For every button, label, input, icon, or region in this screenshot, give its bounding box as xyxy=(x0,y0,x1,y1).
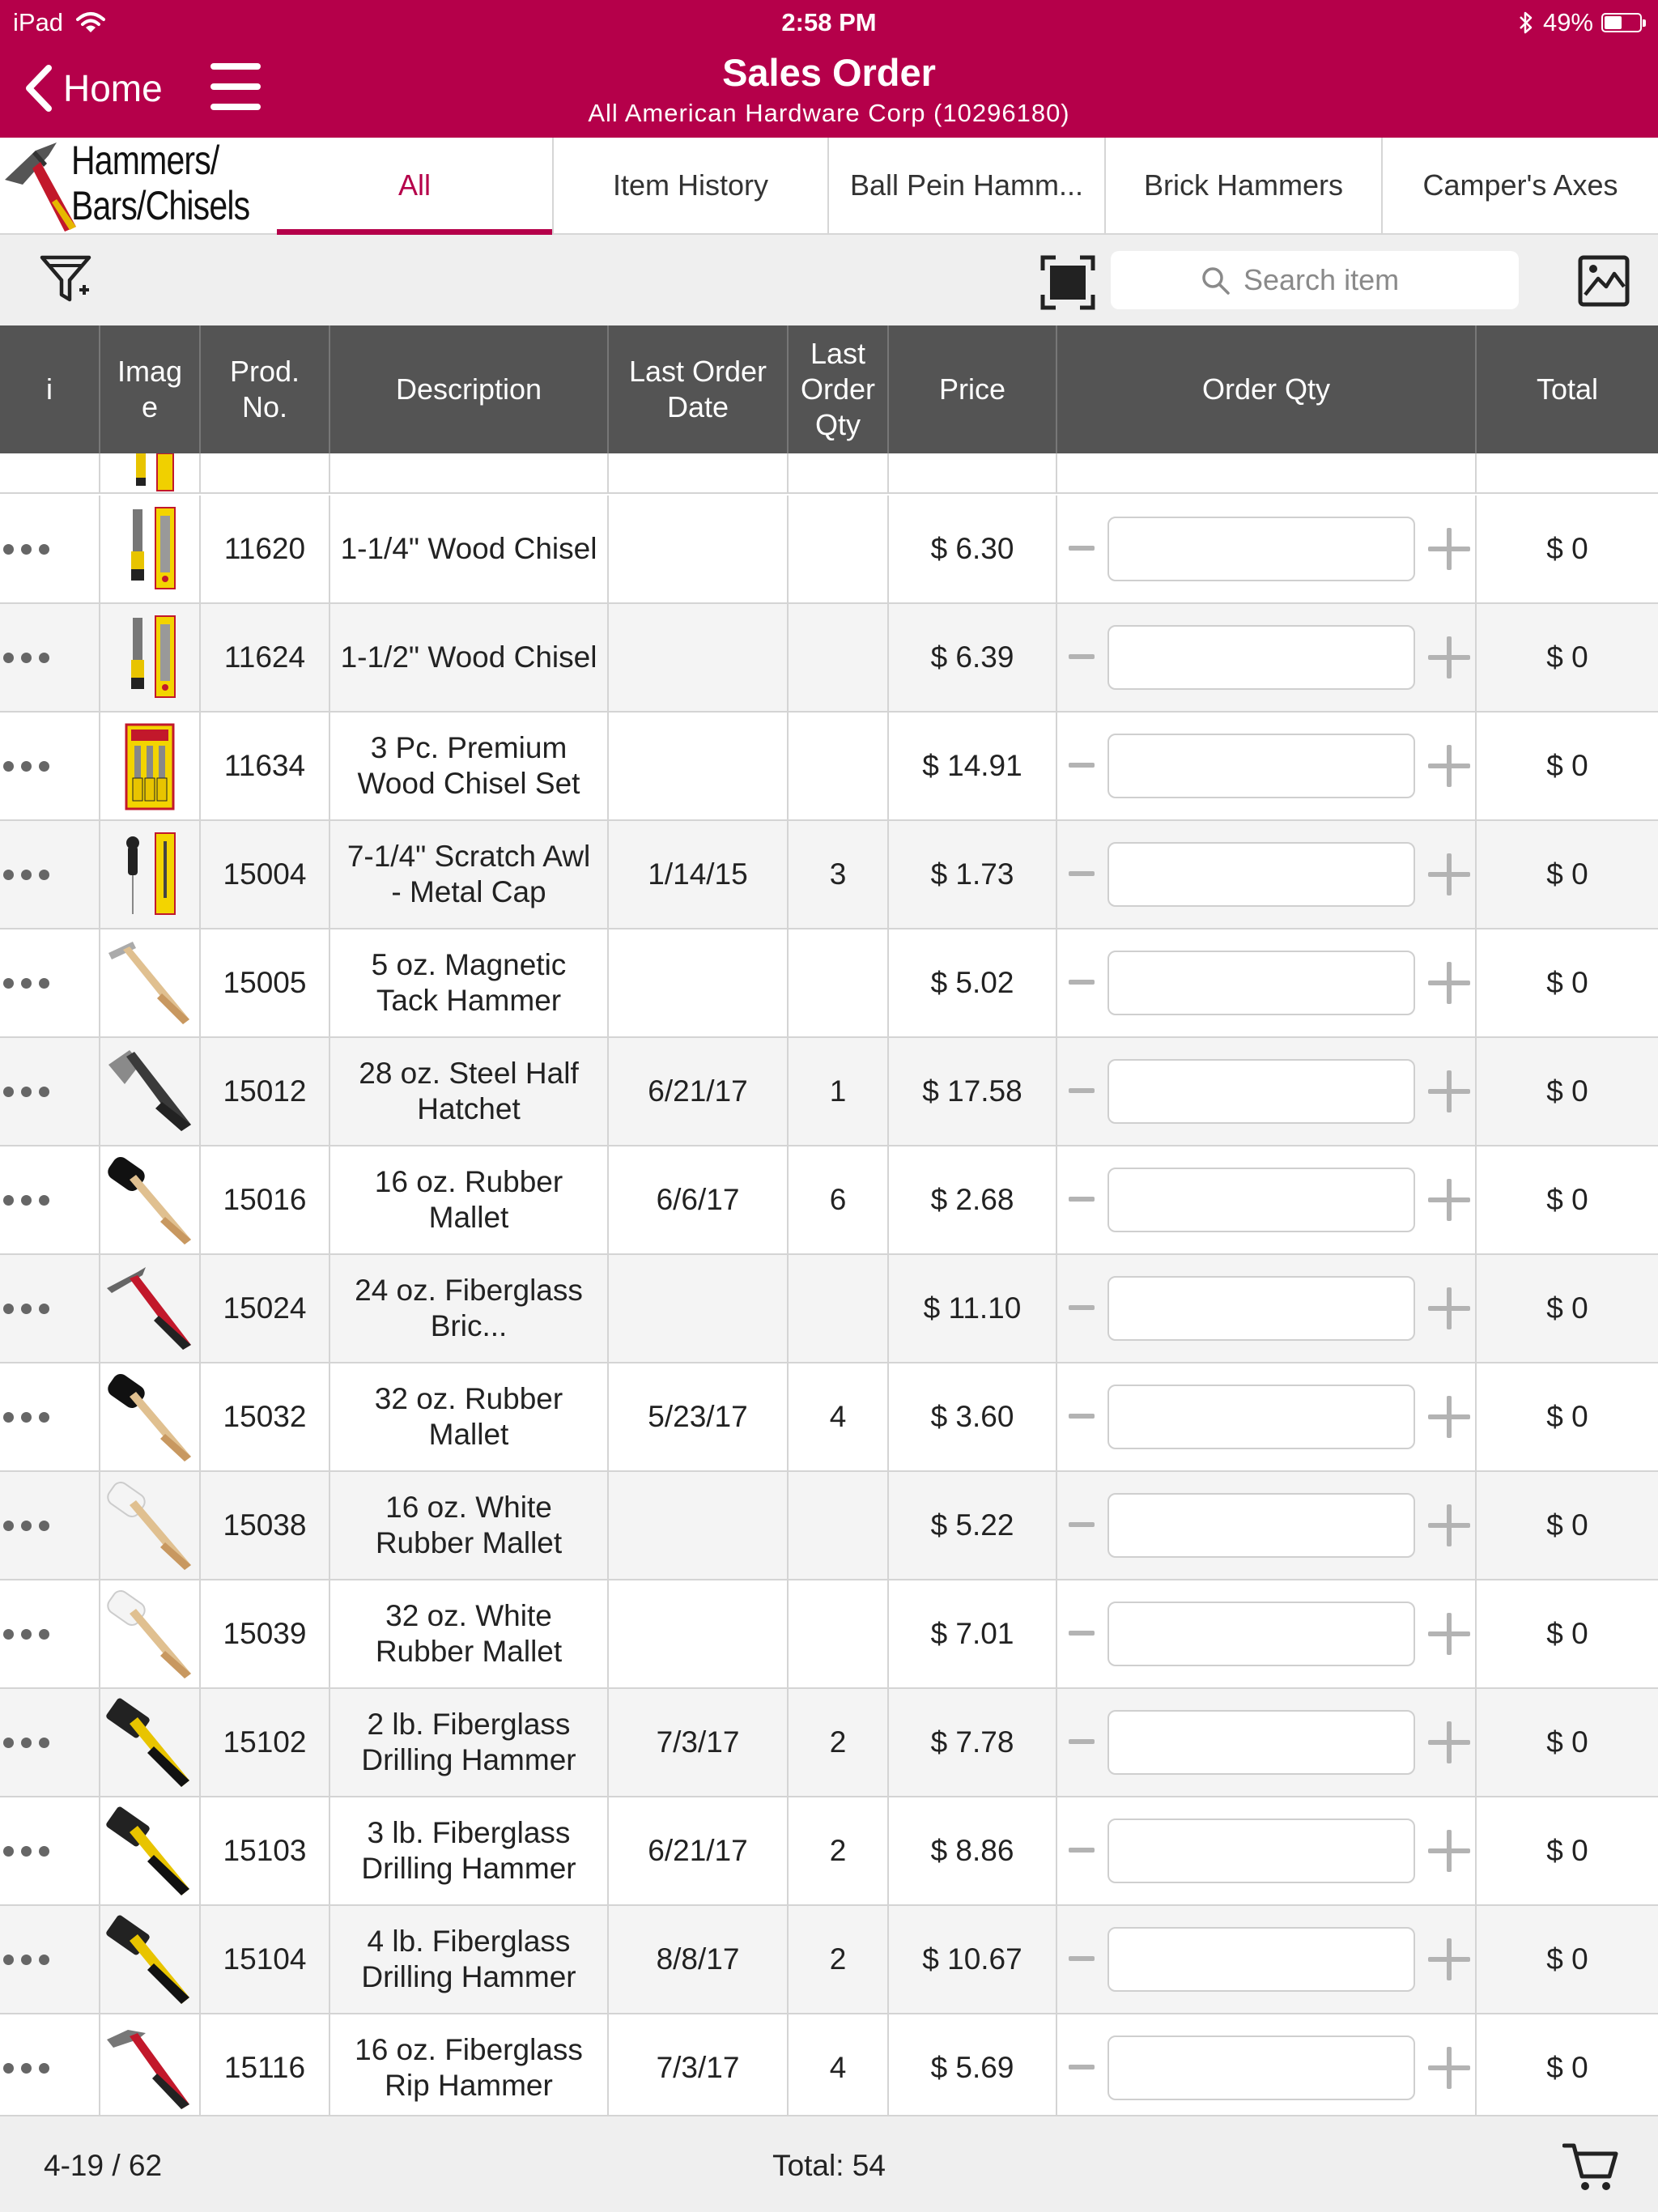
decrement-button[interactable] xyxy=(1069,1197,1095,1202)
order-qty-input[interactable] xyxy=(1107,1927,1415,1992)
last-order-date: 1/14/15 xyxy=(609,821,789,928)
decrement-button[interactable] xyxy=(1069,763,1095,768)
more-dots-icon[interactable] xyxy=(3,1087,49,1097)
product-image[interactable] xyxy=(100,1580,201,1687)
last-order-qty xyxy=(789,496,889,602)
last-order-date xyxy=(609,1580,789,1687)
increment-button[interactable] xyxy=(1428,1287,1470,1329)
increment-button[interactable] xyxy=(1428,1938,1470,1980)
last-order-qty: 2 xyxy=(789,1906,889,2013)
table-row[interactable] xyxy=(0,1363,1658,1472)
filter-icon[interactable] xyxy=(37,251,94,308)
row-info-button[interactable] xyxy=(0,1580,100,1687)
price: $ 6.30 xyxy=(889,496,1057,602)
product-image[interactable] xyxy=(100,1797,201,1904)
line-total: $ 0 xyxy=(1546,1291,1588,1325)
description: 7-1/4" Scratch Awl - Metal Cap xyxy=(330,821,609,928)
description: 32 oz. White Rubber Mallet xyxy=(330,1580,609,1687)
row-info-button[interactable] xyxy=(0,713,100,819)
row-info-button[interactable] xyxy=(0,1797,100,1904)
order-qty-input[interactable] xyxy=(1107,1819,1415,1883)
order-qty-stepper xyxy=(1057,604,1477,711)
decrement-button[interactable] xyxy=(1069,1088,1095,1093)
last-order-qty xyxy=(789,1472,889,1579)
footer-bar xyxy=(0,2115,1658,2212)
header-image: Imag e xyxy=(100,325,201,453)
table-row[interactable] xyxy=(0,496,1658,604)
order-qty-stepper xyxy=(1057,1689,1477,1796)
order-qty-input[interactable] xyxy=(1107,1276,1415,1341)
product-image[interactable] xyxy=(100,2014,201,2115)
order-qty-input[interactable] xyxy=(1107,1059,1415,1124)
chisel-set-thumbnail-icon xyxy=(105,721,194,810)
increment-button[interactable] xyxy=(1428,1613,1470,1655)
mallet-white-thumbnail-icon xyxy=(105,1481,194,1570)
increment-button[interactable] xyxy=(1428,745,1470,787)
rip-hammer-thumbnail-icon xyxy=(105,2023,194,2112)
product-image[interactable] xyxy=(100,1146,201,1253)
prod-no: 15104 xyxy=(201,1906,330,2013)
image-toggle-icon[interactable] xyxy=(1577,254,1630,308)
barcode-scan-icon[interactable] xyxy=(1039,254,1096,311)
prod-no: 15032 xyxy=(201,1363,330,1470)
increment-button[interactable] xyxy=(1428,2047,1470,2089)
line-total: $ 0 xyxy=(1546,1617,1588,1650)
table-row[interactable] xyxy=(0,2014,1658,2115)
decrement-button[interactable] xyxy=(1069,1739,1095,1744)
product-image[interactable] xyxy=(100,1255,201,1362)
hammer-icon xyxy=(0,138,81,233)
description: 28 oz. Steel Half Hatchet xyxy=(330,1038,609,1145)
row-info-button[interactable] xyxy=(0,929,100,1036)
last-order-date: 7/3/17 xyxy=(609,1689,789,1796)
increment-button[interactable] xyxy=(1428,1179,1470,1221)
more-dots-icon[interactable] xyxy=(3,2063,49,2074)
order-qty-stepper xyxy=(1057,1363,1477,1470)
last-order-date xyxy=(609,929,789,1036)
order-qty-input[interactable] xyxy=(1107,842,1415,907)
prod-no: 15012 xyxy=(201,1038,330,1145)
prod-no: 15004 xyxy=(201,821,330,928)
header-order-qty: Order Qty xyxy=(1057,325,1477,453)
last-order-qty xyxy=(789,713,889,819)
row-info-button[interactable] xyxy=(0,1255,100,1362)
back-label: Home xyxy=(63,67,163,109)
page-title: Sales Order xyxy=(722,51,936,94)
more-dots-icon[interactable] xyxy=(3,1195,49,1206)
prod-no: 15102 xyxy=(201,1689,330,1796)
row-info-button[interactable] xyxy=(0,1689,100,1796)
last-order-qty: 2 xyxy=(789,1797,889,1904)
table-row[interactable] xyxy=(0,821,1658,929)
customer-subtitle: All American Hardware Corp (10296180) xyxy=(588,99,1070,127)
table-row[interactable] xyxy=(0,1689,1658,1797)
price: $ 3.60 xyxy=(889,1363,1057,1470)
last-order-date xyxy=(609,1472,789,1579)
product-image[interactable] xyxy=(100,604,201,711)
line-total: $ 0 xyxy=(1546,1725,1588,1759)
header-info: i xyxy=(0,325,100,453)
order-qty-input[interactable] xyxy=(1107,517,1415,581)
prod-no: 15116 xyxy=(201,2014,330,2115)
order-qty-stepper xyxy=(1057,1038,1477,1145)
line-total: $ 0 xyxy=(1546,1942,1588,1976)
decrement-button[interactable] xyxy=(1069,1848,1095,1853)
order-qty-input[interactable] xyxy=(1107,1385,1415,1449)
product-image[interactable] xyxy=(100,496,201,602)
price: $ 14.91 xyxy=(889,713,1057,819)
decrement-button[interactable] xyxy=(1069,1305,1095,1310)
product-image[interactable] xyxy=(100,1689,201,1796)
order-qty-input[interactable] xyxy=(1107,2035,1415,2100)
line-total: $ 0 xyxy=(1546,2051,1588,2084)
description: 5 oz. Magnetic Tack Hammer xyxy=(330,929,609,1036)
order-qty-stepper xyxy=(1057,713,1477,819)
more-dots-icon[interactable] xyxy=(3,1738,49,1748)
row-info-button[interactable] xyxy=(0,496,100,602)
increment-button[interactable] xyxy=(1428,636,1470,678)
navigation-bar xyxy=(0,0,1658,138)
product-table[interactable] xyxy=(0,453,1658,2115)
prod-no: 15005 xyxy=(201,929,330,1036)
product-image[interactable] xyxy=(100,1038,201,1145)
tab-all[interactable]: All xyxy=(277,138,552,233)
last-order-qty xyxy=(789,604,889,711)
description: 4 lb. Fiberglass Drilling Hammer xyxy=(330,1906,609,2013)
last-order-qty: 6 xyxy=(789,1146,889,1253)
prod-no: 11620 xyxy=(201,496,330,602)
last-order-date: 6/21/17 xyxy=(609,1038,789,1145)
price: $ 7.01 xyxy=(889,1580,1057,1687)
product-image[interactable] xyxy=(100,821,201,928)
decrement-button[interactable] xyxy=(1069,546,1095,551)
table-row[interactable] xyxy=(0,1472,1658,1580)
price: $ 7.78 xyxy=(889,1689,1057,1796)
prod-no: 11624 xyxy=(201,604,330,711)
price: $ 1.73 xyxy=(889,821,1057,928)
more-dots-icon[interactable] xyxy=(3,1304,49,1314)
more-dots-icon[interactable] xyxy=(3,1629,49,1640)
table-row-partial xyxy=(0,453,1658,494)
decrement-button[interactable] xyxy=(1069,1631,1095,1636)
line-total: $ 0 xyxy=(1546,532,1588,565)
mallet-black-thumbnail-icon xyxy=(105,1155,194,1244)
more-dots-icon[interactable] xyxy=(3,870,49,880)
order-total: Total: 54 xyxy=(772,2149,886,2182)
decrement-button[interactable] xyxy=(1069,2065,1095,2069)
table-header xyxy=(0,325,1658,453)
prod-no: 15024 xyxy=(201,1255,330,1362)
description: 16 oz. Fiberglass Rip Hammer xyxy=(330,2014,609,2115)
category-tabs xyxy=(0,138,1658,235)
increment-button[interactable] xyxy=(1428,1070,1470,1112)
header-prod-no[interactable]: Prod. No. xyxy=(201,325,330,453)
last-order-date: 7/3/17 xyxy=(609,2014,789,2115)
order-qty-input[interactable] xyxy=(1107,951,1415,1015)
description: 3 Pc. Premium Wood Chisel Set xyxy=(330,713,609,819)
cart-icon[interactable] xyxy=(1562,2138,1619,2194)
price: $ 6.39 xyxy=(889,604,1057,711)
more-dots-icon[interactable] xyxy=(3,1412,49,1423)
category-name-line1: Hammers/ xyxy=(71,138,219,183)
table-row[interactable] xyxy=(0,604,1658,713)
last-order-date xyxy=(609,604,789,711)
price: $ 2.68 xyxy=(889,1146,1057,1253)
last-order-qty: 4 xyxy=(789,2014,889,2115)
search-box[interactable] xyxy=(1111,251,1519,309)
more-dots-icon[interactable] xyxy=(3,544,49,555)
order-qty-stepper xyxy=(1057,1797,1477,1904)
search-input[interactable] xyxy=(1244,263,1430,297)
last-order-qty: 4 xyxy=(789,1363,889,1470)
last-order-date xyxy=(609,496,789,602)
chisel-thumbnail-icon xyxy=(105,504,194,593)
decrement-button[interactable] xyxy=(1069,1414,1095,1419)
last-order-date: 6/6/17 xyxy=(609,1146,789,1253)
bluetooth-icon xyxy=(1517,10,1535,36)
toolbar xyxy=(0,235,1658,325)
header-price[interactable]: Price xyxy=(889,325,1057,453)
order-qty-input[interactable] xyxy=(1107,734,1415,798)
tack-hammer-thumbnail-icon xyxy=(105,938,194,1027)
product-image[interactable] xyxy=(100,713,201,819)
price: $ 17.58 xyxy=(889,1038,1057,1145)
tab-ball-pein-hammers[interactable]: Ball Pein Hamm... xyxy=(827,138,1104,233)
table-row[interactable] xyxy=(0,713,1658,821)
description: 1-1/2" Wood Chisel xyxy=(330,604,609,711)
prod-no: 15038 xyxy=(201,1472,330,1579)
search-icon xyxy=(1200,265,1231,296)
decrement-button[interactable] xyxy=(1069,654,1095,659)
device-name: iPad xyxy=(13,8,64,36)
row-info-button[interactable] xyxy=(0,1038,100,1145)
tab-brick-hammers[interactable]: Brick Hammers xyxy=(1104,138,1381,233)
price: $ 11.10 xyxy=(889,1255,1057,1362)
line-total: $ 0 xyxy=(1546,1508,1588,1542)
row-info-button[interactable] xyxy=(0,1363,100,1470)
row-info-button[interactable] xyxy=(0,1472,100,1579)
description: 16 oz. White Rubber Mallet xyxy=(330,1472,609,1579)
price: $ 10.67 xyxy=(889,1906,1057,2013)
prod-no: 11634 xyxy=(201,713,330,819)
description: 3 lb. Fiberglass Drilling Hammer xyxy=(330,1797,609,1904)
header-last-order-qty[interactable]: Last Order Qty xyxy=(789,325,889,453)
decrement-button[interactable] xyxy=(1069,980,1095,985)
drilling-hammer-thumbnail-icon xyxy=(105,1698,194,1787)
order-qty-stepper xyxy=(1057,1255,1477,1362)
battery-icon xyxy=(1601,13,1642,32)
last-order-qty: 1 xyxy=(789,1038,889,1145)
increment-button[interactable] xyxy=(1428,1504,1470,1546)
awl-thumbnail-icon xyxy=(105,830,194,919)
product-image[interactable] xyxy=(100,1363,201,1470)
last-order-qty: 3 xyxy=(789,821,889,928)
category-logo xyxy=(0,138,275,233)
price: $ 8.86 xyxy=(889,1797,1057,1904)
order-qty-stepper xyxy=(1057,1580,1477,1687)
decrement-button[interactable] xyxy=(1069,871,1095,876)
order-qty-input[interactable] xyxy=(1107,1168,1415,1232)
product-image[interactable] xyxy=(100,1906,201,2013)
price: $ 5.02 xyxy=(889,929,1057,1036)
order-qty-stepper xyxy=(1057,496,1477,602)
order-qty-stepper xyxy=(1057,821,1477,928)
brick-hammer-thumbnail-icon xyxy=(105,1264,194,1353)
table-row[interactable] xyxy=(0,1146,1658,1255)
chisel-thumbnail-icon xyxy=(105,453,194,492)
line-total: $ 0 xyxy=(1546,857,1588,891)
hatchet-thumbnail-icon xyxy=(105,1047,194,1136)
table-row[interactable] xyxy=(0,1797,1658,1906)
row-info-button[interactable] xyxy=(0,821,100,928)
decrement-button[interactable] xyxy=(1069,1956,1095,1961)
battery-percent: 49% xyxy=(1542,8,1593,36)
line-total: $ 0 xyxy=(1546,966,1588,999)
row-info-button[interactable] xyxy=(0,1906,100,2013)
header-last-order-date[interactable]: Last Order Date xyxy=(609,325,789,453)
page-range: 4-19 / 62 xyxy=(44,2149,163,2182)
more-dots-icon[interactable] xyxy=(3,1955,49,1965)
header-description[interactable]: Description xyxy=(330,325,609,453)
order-qty-stepper xyxy=(1057,1472,1477,1579)
row-info-button[interactable] xyxy=(0,604,100,711)
order-qty-input[interactable] xyxy=(1107,1493,1415,1558)
row-info-button[interactable] xyxy=(0,2014,100,2115)
table-row[interactable] xyxy=(0,929,1658,1038)
last-order-date: 6/21/17 xyxy=(609,1797,789,1904)
last-order-qty xyxy=(789,1580,889,1687)
decrement-button[interactable] xyxy=(1069,1522,1095,1527)
last-order-qty xyxy=(789,1255,889,1362)
prod-no: 15039 xyxy=(201,1580,330,1687)
last-order-date xyxy=(609,713,789,819)
product-image[interactable] xyxy=(100,929,201,1036)
tab-item-history[interactable]: Item History xyxy=(552,138,827,233)
description: 2 lb. Fiberglass Drilling Hammer xyxy=(330,1689,609,1796)
line-total: $ 0 xyxy=(1546,640,1588,674)
line-total: $ 0 xyxy=(1546,1183,1588,1216)
increment-button[interactable] xyxy=(1428,853,1470,895)
description: 1-1/4" Wood Chisel xyxy=(330,496,609,602)
line-total: $ 0 xyxy=(1546,1074,1588,1108)
more-dots-icon[interactable] xyxy=(3,761,49,772)
more-dots-icon[interactable] xyxy=(3,978,49,989)
header-total: Total xyxy=(1536,372,1599,406)
table-row[interactable] xyxy=(0,1038,1658,1146)
last-order-qty: 2 xyxy=(789,1689,889,1796)
more-dots-icon[interactable] xyxy=(3,1846,49,1857)
increment-button[interactable] xyxy=(1428,528,1470,570)
order-qty-stepper xyxy=(1057,2014,1477,2115)
chisel-thumbnail-icon xyxy=(105,613,194,702)
mallet-black-thumbnail-icon xyxy=(105,1372,194,1461)
product-image[interactable] xyxy=(100,1472,201,1579)
category-name-line2: Bars/Chisels xyxy=(71,183,250,228)
line-total: $ 0 xyxy=(1546,1834,1588,1867)
drilling-hammer-thumbnail-icon xyxy=(105,1806,194,1895)
increment-button[interactable] xyxy=(1428,1721,1470,1763)
price: $ 5.69 xyxy=(889,2014,1057,2115)
table-row[interactable] xyxy=(0,1255,1658,1363)
order-qty-stepper xyxy=(1057,929,1477,1036)
table-row[interactable] xyxy=(0,1580,1658,1689)
line-total: $ 0 xyxy=(1546,749,1588,782)
line-total: $ 0 xyxy=(1546,1400,1588,1433)
price: $ 5.22 xyxy=(889,1472,1057,1579)
description: 32 oz. Rubber Mallet xyxy=(330,1363,609,1470)
order-qty-input[interactable] xyxy=(1107,1602,1415,1666)
last-order-qty xyxy=(789,929,889,1036)
description: 16 oz. Rubber Mallet xyxy=(330,1146,609,1253)
last-order-date: 5/23/17 xyxy=(609,1363,789,1470)
more-dots-icon[interactable] xyxy=(3,653,49,663)
last-order-date: 8/8/17 xyxy=(609,1906,789,2013)
increment-button[interactable] xyxy=(1428,962,1470,1004)
prod-no: 15016 xyxy=(201,1146,330,1253)
row-info-button[interactable] xyxy=(0,1146,100,1253)
description: 24 oz. Fiberglass Bric... xyxy=(330,1255,609,1362)
order-qty-stepper xyxy=(1057,1906,1477,2013)
mallet-white-thumbnail-icon xyxy=(105,1589,194,1678)
last-order-date xyxy=(609,1255,789,1362)
order-qty-input[interactable] xyxy=(1107,625,1415,690)
more-dots-icon[interactable] xyxy=(3,1521,49,1531)
tab-campers-axes[interactable]: Camper's Axes xyxy=(1381,138,1658,233)
status-bar xyxy=(0,0,1658,44)
prod-no: 15103 xyxy=(201,1797,330,1904)
drilling-hammer-thumbnail-icon xyxy=(105,1915,194,2004)
table-row[interactable] xyxy=(0,1906,1658,2014)
order-qty-stepper xyxy=(1057,1146,1477,1253)
status-time: 2:58 PM xyxy=(781,8,877,36)
increment-button[interactable] xyxy=(1428,1396,1470,1438)
increment-button[interactable] xyxy=(1428,1830,1470,1872)
order-qty-input[interactable] xyxy=(1107,1710,1415,1775)
